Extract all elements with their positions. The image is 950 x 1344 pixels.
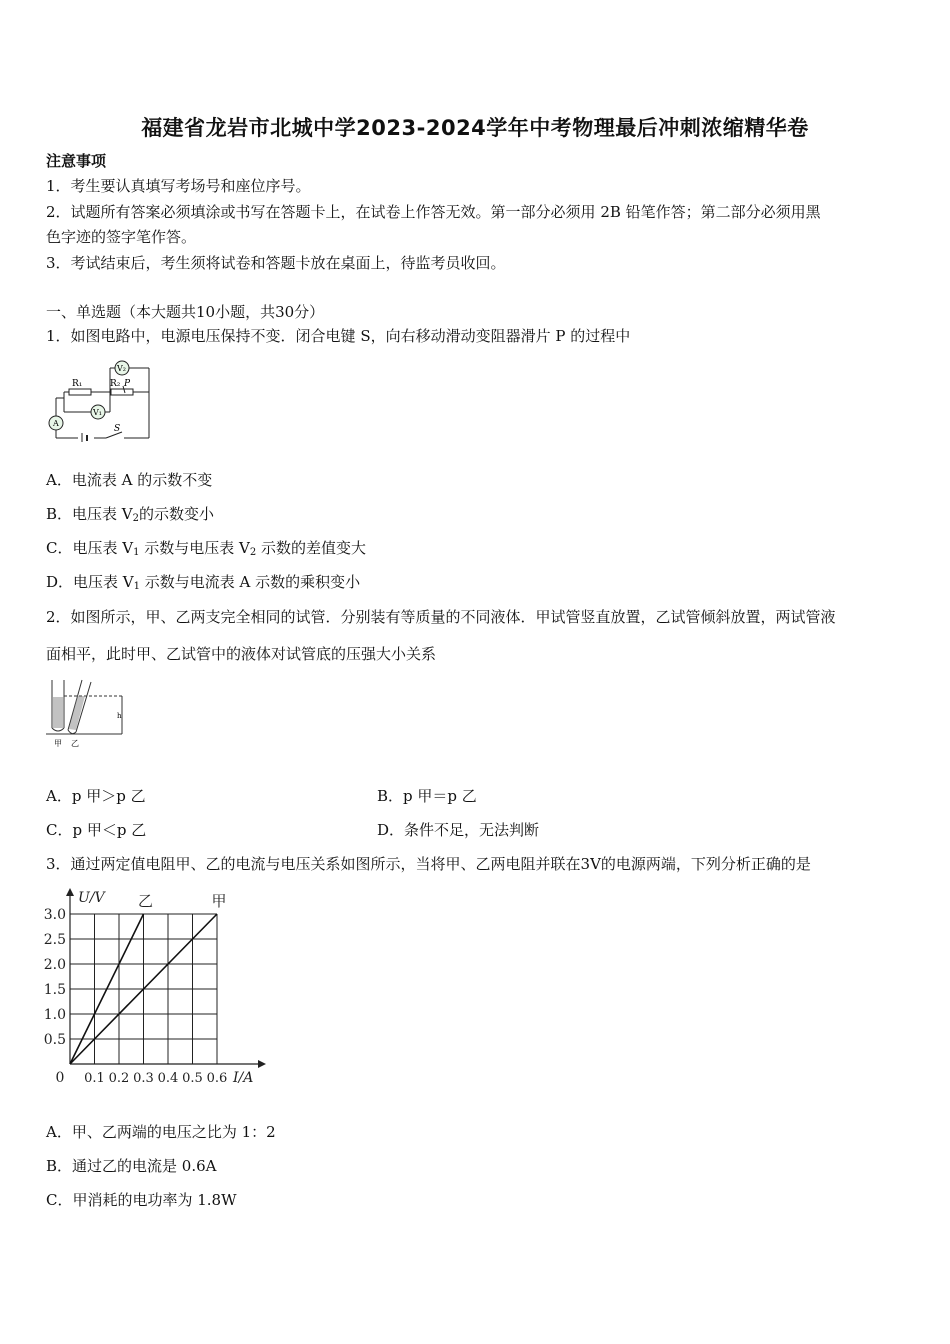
page-title: 福建省龙岩市北城中学2023-2024学年中考物理最后冲刺浓缩精华卷 <box>141 116 809 140</box>
q3-option-c: C．甲消耗的电功率为 1.8W <box>46 1191 237 1209</box>
y-tick-label: 1.0 <box>43 1007 66 1023</box>
notice-item-1: 1．考生要认真填写考场号和座位序号。 <box>46 177 311 195</box>
jia-label: 甲 <box>54 739 62 748</box>
series-label-1: 乙 <box>137 892 154 910</box>
origin-label: 0 <box>55 1070 65 1086</box>
s-label: S <box>114 424 121 434</box>
x-tick-label: 0.5 <box>182 1071 203 1086</box>
notice-heading: 注意事项 <box>46 152 107 170</box>
y-tick-label: 2.5 <box>43 932 66 948</box>
series-label-2: 甲 <box>211 892 227 910</box>
p-label: P <box>124 379 131 389</box>
v2-label: V₂ <box>117 364 126 373</box>
notice-item-2-line-2: 色字迹的签字笔作答。 <box>46 228 197 246</box>
q2-test-tube-diagram <box>44 676 128 750</box>
h-label: h <box>117 712 122 720</box>
q3-u-i-chart <box>40 884 270 1090</box>
x-tick-label: 0.4 <box>157 1071 179 1086</box>
r1-label: R₁ <box>72 379 83 389</box>
x-tick-label: 0.6 <box>206 1071 228 1086</box>
section-heading: 一、单选题（本大题共10小题，共30分） <box>46 303 325 321</box>
y-tick-label: 2.0 <box>43 957 66 973</box>
q1-circuit-diagram <box>44 360 154 442</box>
y-axis-label: U/V <box>78 890 105 906</box>
x-axis-label: I/A <box>233 1070 254 1086</box>
q3-option-a: A．甲、乙两端的电压之比为 1：2 <box>46 1123 276 1141</box>
v1-label: V₁ <box>93 408 102 417</box>
y-tick-label: 3.0 <box>43 907 66 923</box>
x-axis-arrow <box>258 1060 266 1068</box>
notice-item-2-line-1: 2．试题所有答案必须填涂或书写在答题卡上，在试卷上作答无效。第一部分必须用 2B 铅笔作答；第二部分必须用黑 <box>46 203 821 221</box>
q2-option-d: D．条件不足，无法判断 <box>377 821 540 839</box>
r2-label: R₂ <box>110 379 121 389</box>
q3-option-b: B．通过乙的电流是 0.6A <box>46 1157 217 1175</box>
q3-stem: 3．通过两定值电阻甲、乙的电流与电压关系如图所示，当将甲、乙两电阻并联在3V的电源两端，下列分析正确的是 <box>46 855 811 873</box>
y-tick-label: 0.5 <box>43 1032 66 1048</box>
y-tick-label: 1.5 <box>43 982 66 998</box>
a-label: A <box>53 419 59 428</box>
y-axis-arrow <box>66 888 74 896</box>
x-tick-label: 0.1 <box>84 1071 105 1086</box>
q1-stem: 1．如图电路中，电源电压保持不变．闭合电键 S，向右移动滑动变阻器滑片 P 的过程中 <box>46 327 631 345</box>
q2-option-a: A．p 甲＞p 乙 <box>46 787 146 805</box>
yi-label: 乙 <box>71 739 79 748</box>
q2-stem-line-2: 面相平，此时甲、乙试管中的液体对试管底的压强大小关系 <box>46 645 437 663</box>
q1-option-b: B．电压表 $V_2$的示数变小 <box>46 505 215 524</box>
q1-option-d: D．电压表 $V_1$ 示数与电流表 A 示数的乘积变小 <box>46 573 361 592</box>
notice-item-3: 3．考试结束后，考生须将试卷和答题卡放在桌面上，待监考员收回。 <box>46 254 506 272</box>
q1-option-a: A．电流表 A 的示数不变 <box>46 471 213 489</box>
q2-option-c: C．p 甲＜p 乙 <box>46 821 147 839</box>
x-tick-label: 0.2 <box>108 1071 130 1086</box>
q1-option-c: C．电压表 $V_1$ 示数与电压表 $V_2$ 示数的差值变大 <box>46 539 366 558</box>
q2-option-b: B．p 甲＝p 乙 <box>377 787 477 805</box>
q2-stem-line-1: 2．如图所示，甲、乙两支完全相同的试管．分别装有等质量的不同液体．甲试管竖直放置，乙试管倾斜放置，两试管液 <box>46 608 836 626</box>
x-tick-label: 0.3 <box>133 1071 154 1086</box>
